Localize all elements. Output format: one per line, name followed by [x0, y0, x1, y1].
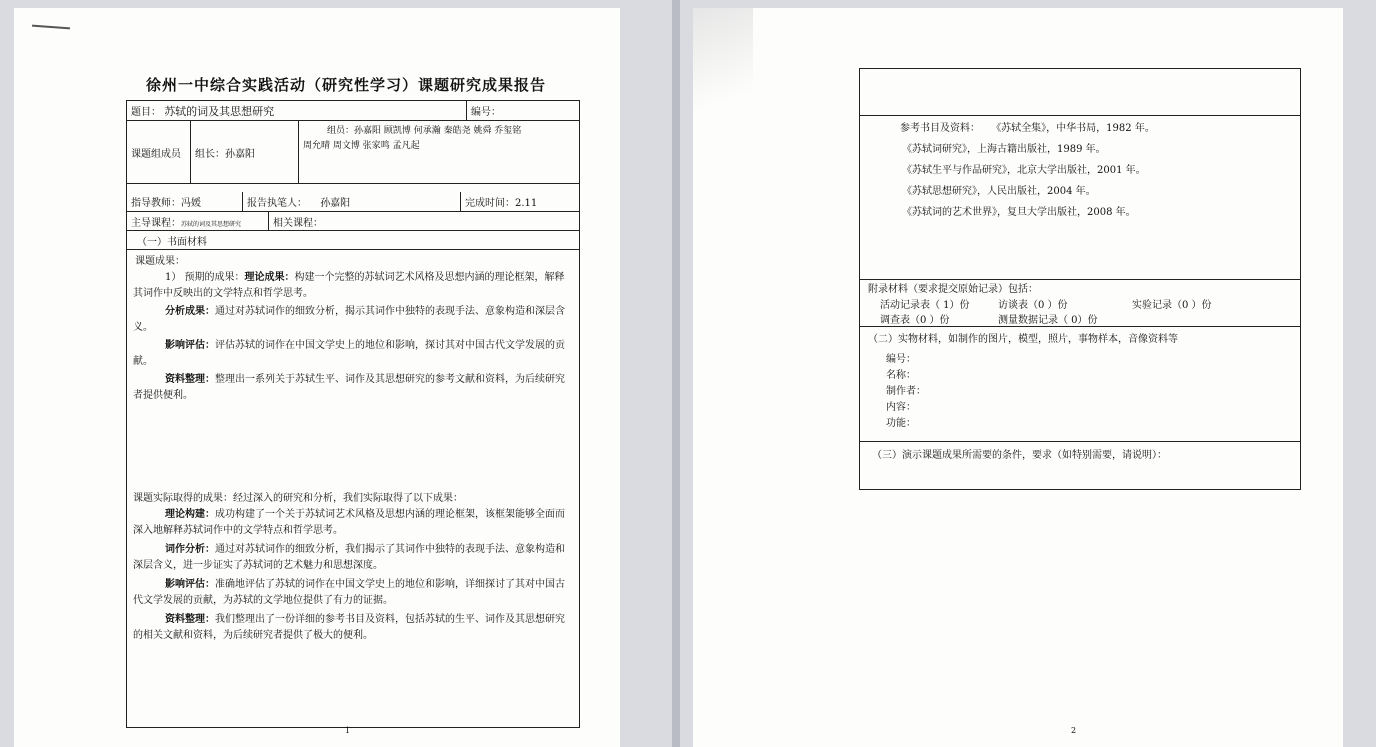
- main-course-label: 主导课程：: [131, 218, 181, 229]
- field-name: 名称：: [886, 370, 916, 381]
- completion-time: 完成时间：2.11: [465, 198, 538, 209]
- section3-divider: [860, 441, 1300, 442]
- measure-count: 测量数据记录（ 0）份: [998, 315, 1098, 326]
- course-row: [127, 212, 579, 231]
- actual-2-text: 通过对苏轼词作的细致分析，我们揭示了其词作中独特的表现手法、意象构造和深层含义，进一步证实了苏轼词的艺术魅力和思想深度。: [133, 544, 565, 571]
- field-function: 功能：: [886, 418, 916, 429]
- actual-3: [133, 577, 573, 609]
- field-maker: 制作者：: [886, 386, 926, 397]
- experiment-count: 实验记录（0 ）份: [1132, 300, 1212, 311]
- field-number: 编号：: [886, 354, 916, 365]
- blank-row: [860, 69, 1300, 116]
- field-content: 内容：: [886, 402, 916, 413]
- advisor: 指导教师：冯媛: [131, 198, 201, 209]
- actual-4-heading: 资料整理：: [165, 614, 215, 625]
- report-form: [126, 100, 580, 728]
- members-line1: 组员：孙嘉阳 顾凯博 何承瀚 秦皓尧 姚舜 乔玺铭: [327, 126, 522, 136]
- activity-record: 活动记录表（ 1）份: [880, 300, 970, 311]
- result-1-heading: 理论成果：: [244, 272, 295, 283]
- result-1-text: 构建一个完整的苏轼词艺术风格及思想内涵的理论框架，解释其词作中反映出的文学特点和哲学思考。: [133, 272, 565, 299]
- related-course: 相关课程：: [273, 218, 323, 229]
- results-label: 课题成果：: [135, 256, 185, 267]
- leader: 组长：孙嘉阳: [195, 149, 255, 160]
- report-form-continued: [859, 68, 1301, 490]
- section2-title: （二）实物材料，如制作的图片，模型，照片，事物样本，音像资料等: [868, 334, 1178, 345]
- actual-4-text: 我们整理出了一份详细的参考书目及资料，包括苏轼的生平、词作及其思想研究的相关文献和资料，为后续研究者提供了极大的便利。: [133, 614, 565, 641]
- page-1: [14, 8, 620, 747]
- actual-1: [133, 507, 573, 539]
- interview-count: 访谈表（0 ）份: [998, 300, 1068, 311]
- page-2: [693, 8, 1343, 747]
- result-3-heading: 影响评估：: [165, 340, 215, 351]
- references-label: 参考书目及资料：: [900, 123, 980, 134]
- appendix-title: 附录材料（要求提交原始记录）包括：: [868, 284, 1038, 295]
- section3-title: （三）演示课题成果所需要的条件，要求（如特别需要，请说明）：: [872, 450, 1167, 461]
- result-4-heading: 资料整理：: [165, 374, 215, 385]
- references-intro: [900, 122, 1155, 135]
- actual-1-heading: 理论构建：: [165, 509, 215, 520]
- writer-label: 报告执笔人：: [247, 198, 307, 209]
- actual-3-heading: 影响评估：: [165, 579, 215, 590]
- advisor-row: [127, 192, 579, 212]
- result-1-prefix: 1） 预期的成果：: [165, 272, 245, 283]
- actual-results-intro: [133, 491, 573, 507]
- survey-count: 调查表（0 ）份: [880, 315, 950, 326]
- actual-1-text: 成功构建了一个关于苏轼词艺术风格及思想内涵的理论框架，该框架能够全面而深入地解释苏轼词作中的文学特点和哲学思考。: [133, 509, 565, 536]
- main-course-value: 苏轼的词及其思想研究: [181, 221, 242, 228]
- page-number-1: 1: [345, 726, 351, 735]
- appendix-divider: [860, 279, 1300, 280]
- page-gutter: [672, 0, 680, 747]
- reference-2: 《苏轼词研究》，上海古籍出版社，1989 年。: [902, 144, 1106, 155]
- result-2-heading: 分析成果：: [165, 306, 215, 317]
- section2-divider: [860, 326, 1300, 327]
- reference-1: 《苏轼全集》，中华书局，1982 年。: [991, 123, 1155, 134]
- actual-results-label: 课题实际取得的成果：: [133, 493, 233, 504]
- result-3: [133, 338, 573, 370]
- page-curl-shadow: [693, 8, 753, 118]
- members-label: 课题组成员: [131, 149, 181, 160]
- reference-5: 《苏轼词的艺术世界》，复旦大学出版社，2008 年。: [902, 207, 1136, 218]
- actual-2-heading: 词作分析：: [165, 544, 215, 555]
- number-label: 编号：: [471, 107, 501, 118]
- section1-title: （一）书面材料: [137, 237, 207, 248]
- result-3-text: 评估苏轼的词作在中国文学史上的地位和影响，探讨其对中国古代文学发展的贡献。: [133, 340, 565, 367]
- reference-4: 《苏轼思想研究》，人民出版社，2004 年。: [902, 186, 1096, 197]
- topic-row: [127, 101, 579, 121]
- result-1: [133, 270, 573, 302]
- reference-3: 《苏轼生平与作品研究》，北京大学出版社，2001 年。: [902, 165, 1146, 176]
- result-4: [133, 372, 573, 404]
- actual-3-text: 准确地评估了苏轼的词作在中国文学史上的地位和影响，详细探讨了其对中国古代文学发展的贡献，为苏轼的文学地位提供了有力的证据。: [133, 579, 565, 606]
- writer: 孙嘉阳: [320, 198, 351, 209]
- result-2-text: 通过对苏轼词作的细致分析，揭示其词作中独特的表现手法、意象构造和深层含义。: [133, 306, 565, 333]
- members-line2: 周允晴 周文博 张家鸣 孟凡起: [303, 141, 420, 151]
- members-row: [127, 121, 579, 184]
- pen-mark: [32, 25, 70, 30]
- actual-results-text: 经过深入的研究和分析，我们实际取得了以下成果：: [233, 493, 463, 504]
- result-2: [133, 304, 573, 336]
- result-4-text: 整理出一系列关于苏轼生平、词作及其思想研究的参考文献和资料，为后续研究者提供便利。: [133, 374, 565, 401]
- page-number-2: 2: [1071, 726, 1077, 735]
- section1-row: [127, 231, 579, 250]
- topic-label: 题目：: [131, 107, 161, 118]
- topic-value: 苏轼的词及其思想研究: [164, 105, 275, 118]
- report-title: 徐州一中综合实践活动（研究性学习）课题研究成果报告: [145, 76, 546, 94]
- actual-4: [133, 612, 573, 644]
- actual-2: [133, 542, 573, 574]
